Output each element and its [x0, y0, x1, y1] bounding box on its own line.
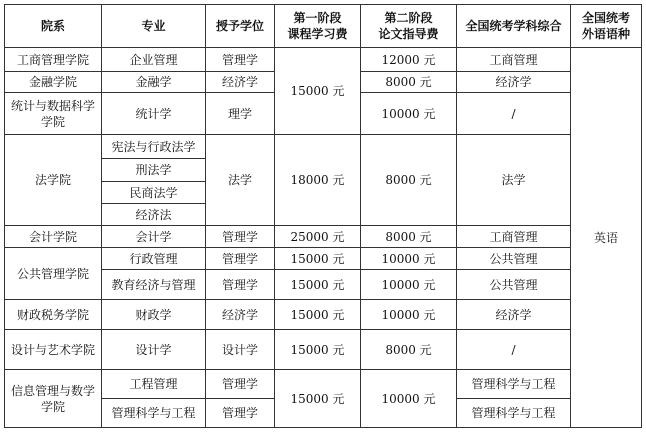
major-cell: 宪法与行政法学	[102, 135, 206, 159]
language-cell: 英语	[571, 48, 642, 428]
header-row	[5, 5, 642, 48]
header-stage2-line2: 论文指导费	[378, 27, 439, 41]
exam-cell: /	[457, 93, 571, 135]
degree-cell: 法学	[206, 135, 275, 226]
header-major: 专业	[102, 5, 206, 48]
major-cell: 民商法学	[102, 182, 206, 204]
college-cell: 信息管理与数学学院	[5, 370, 102, 428]
stage1-fee-cell: 15000 元	[275, 370, 361, 428]
major-cell: 财政学	[102, 300, 206, 330]
table-row	[5, 370, 642, 399]
stage1-fee-cell: 15000 元	[275, 330, 361, 370]
exam-cell: /	[457, 330, 571, 370]
college-cell: 会计学院	[5, 226, 102, 248]
header-language-line2: 外语语种	[581, 27, 630, 41]
stage2-fee-cell: 10000 元	[361, 370, 457, 428]
header-stage1-fee	[275, 5, 361, 48]
major-cell: 设计学	[102, 330, 206, 370]
major-cell: 行政管理	[102, 248, 206, 270]
table-row	[5, 135, 642, 159]
exam-cell: 管理科学与工程	[457, 370, 571, 399]
college-cell: 工商管理学院	[5, 48, 102, 72]
stage1-fee-cell: 15000 元	[275, 300, 361, 330]
table-row	[5, 300, 642, 330]
degree-cell: 管理学	[206, 248, 275, 270]
stage1-fee-cell: 15000 元	[275, 248, 361, 270]
college-cell: 设计与艺术学院	[5, 330, 102, 370]
degree-cell: 管理学	[206, 48, 275, 72]
stage2-fee-cell: 8000 元	[361, 72, 457, 93]
table-row	[5, 48, 642, 72]
degree-cell: 经济学	[206, 300, 275, 330]
exam-cell: 管理科学与工程	[457, 399, 571, 428]
stage2-fee-cell: 10000 元	[361, 248, 457, 270]
exam-cell: 公共管理	[457, 248, 571, 270]
header-exam-subject: 全国统考学科综合	[457, 5, 571, 48]
major-cell: 金融学	[102, 72, 206, 93]
exam-cell: 公共管理	[457, 270, 571, 300]
degree-cell: 理学	[206, 93, 275, 135]
major-cell: 工程管理	[102, 370, 206, 399]
header-language-line1: 全国统考	[581, 11, 630, 25]
major-cell: 经济法	[102, 204, 206, 226]
header-degree: 授予学位	[206, 5, 275, 48]
exam-cell: 经济学	[457, 72, 571, 93]
degree-cell: 管理学	[206, 226, 275, 248]
college-cell: 公共管理学院	[5, 248, 102, 300]
header-stage1-line1: 第一阶段	[293, 11, 342, 25]
major-cell: 教育经济与管理	[102, 270, 206, 300]
stage2-fee-cell: 8000 元	[361, 330, 457, 370]
major-cell: 会计学	[102, 226, 206, 248]
major-cell: 刑法学	[102, 159, 206, 182]
table-row	[5, 226, 642, 248]
exam-cell: 工商管理	[457, 48, 571, 72]
major-cell: 企业管理	[102, 48, 206, 72]
stage2-fee-cell: 8000 元	[361, 226, 457, 248]
stage2-fee-cell: 8000 元	[361, 135, 457, 226]
table-row	[5, 330, 642, 370]
stage2-fee-cell: 12000 元	[361, 48, 457, 72]
header-language	[571, 5, 642, 48]
degree-cell: 管理学	[206, 270, 275, 300]
degree-cell: 设计学	[206, 330, 275, 370]
stage2-fee-cell: 10000 元	[361, 300, 457, 330]
stage1-fee-cell: 18000 元	[275, 135, 361, 226]
stage1-fee-cell: 15000 元	[275, 270, 361, 300]
college-cell: 财政税务学院	[5, 300, 102, 330]
major-cell: 统计学	[102, 93, 206, 135]
degree-cell: 管理学	[206, 370, 275, 399]
header-stage2-fee	[361, 5, 457, 48]
stage1-fee-cell: 15000 元	[275, 48, 361, 135]
college-cell: 法学院	[5, 135, 102, 226]
header-college: 院系	[5, 5, 102, 48]
exam-cell: 法学	[457, 135, 571, 226]
exam-cell: 工商管理	[457, 226, 571, 248]
exam-cell: 经济学	[457, 300, 571, 330]
stage2-fee-cell: 10000 元	[361, 93, 457, 135]
stage2-fee-cell: 10000 元	[361, 270, 457, 300]
major-cell: 管理科学与工程	[102, 399, 206, 428]
college-cell: 统计与数据科学学院	[5, 93, 102, 135]
college-cell: 金融学院	[5, 72, 102, 93]
header-stage2-line1: 第二阶段	[384, 11, 433, 25]
degree-cell: 经济学	[206, 72, 275, 93]
degree-cell: 管理学	[206, 399, 275, 428]
header-stage1-line2: 课程学习费	[287, 27, 348, 41]
stage1-fee-cell: 25000 元	[275, 226, 361, 248]
table-row	[5, 248, 642, 270]
tuition-table	[4, 4, 642, 428]
